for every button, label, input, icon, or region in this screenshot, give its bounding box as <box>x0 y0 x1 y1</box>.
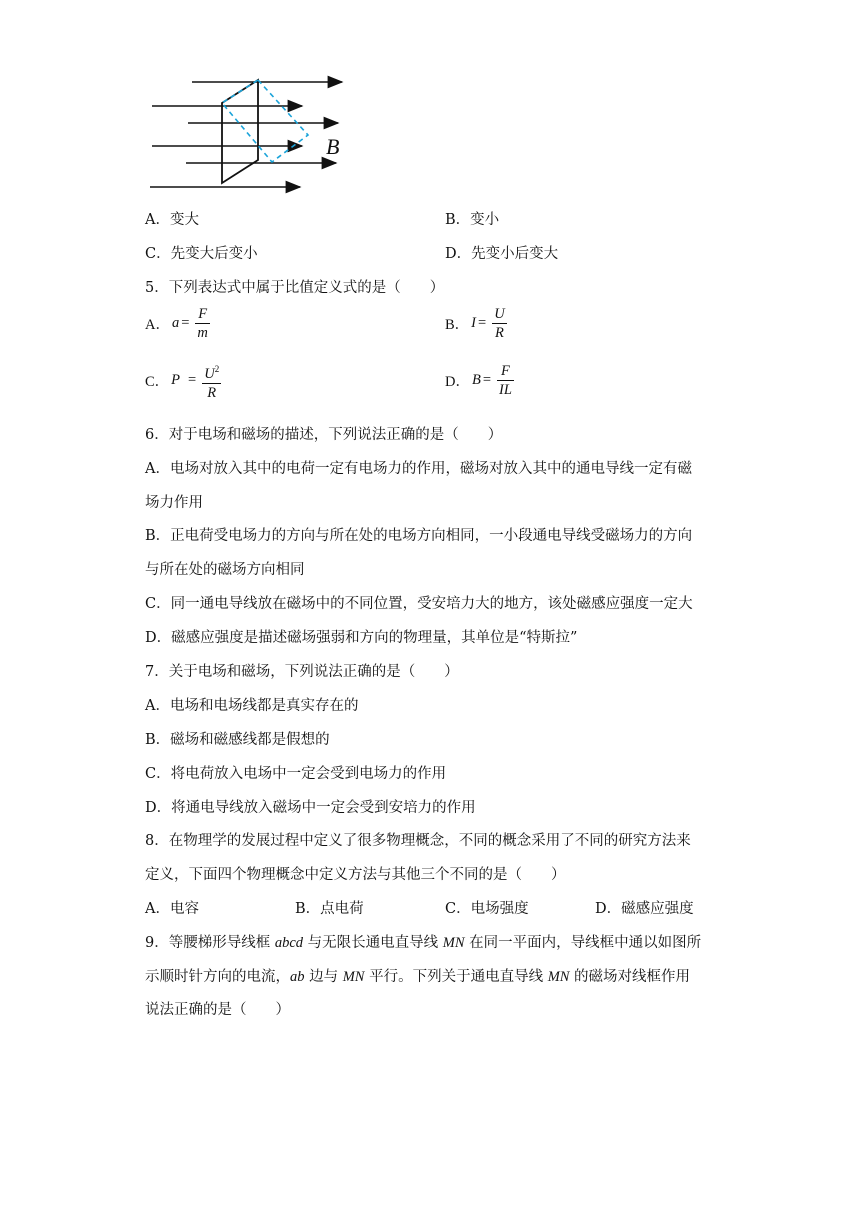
q8-option-c[interactable]: C．电场强度 <box>445 901 529 917</box>
q5-option-d[interactable] <box>445 362 514 399</box>
q5-a-fraction <box>195 305 209 342</box>
field-label-b: B <box>326 134 340 159</box>
q8-stem-line1: 8．在物理学的发展过程中定义了很多物理概念，不同的概念采用了不同的研究方法来 <box>145 833 691 849</box>
q5-option-a-label: A． <box>145 317 170 333</box>
q5-a-lhs: a <box>171 315 180 331</box>
q5-d-lhs: B <box>471 372 481 388</box>
q5-option-b[interactable] <box>445 305 507 342</box>
q9-stem-line1 <box>145 931 701 952</box>
q9-var-abcd: abcd <box>274 935 304 951</box>
q4-option-a[interactable]: A．变大 <box>145 212 199 228</box>
q5-option-d-label: D． <box>445 374 470 390</box>
q5-option-c-label: C． <box>145 374 170 391</box>
q6-option-a-line2[interactable]: 场力作用 <box>145 495 203 511</box>
q7-option-a[interactable]: A．电场和电场线都是真实存在的 <box>145 698 359 714</box>
q4-option-c[interactable]: C．先变大后变小 <box>145 246 258 262</box>
q9-stem-line2 <box>145 965 690 986</box>
q5-b-fraction <box>492 305 506 342</box>
q9-text: 与无限长通电直导线 <box>303 935 443 951</box>
equals-sign: = <box>181 315 190 331</box>
q9-text: 示顺时针方向的电流， <box>145 969 290 985</box>
q9-text: 9．等腰梯形导线框 <box>145 935 275 951</box>
q5-c-fraction <box>202 360 221 402</box>
q9-text: 边与 <box>304 969 343 985</box>
q9-var-ab: ab <box>290 969 305 985</box>
q8-stem-line2: 定义，下面四个物理概念中定义方法与其他三个不同的是（ ） <box>145 867 566 883</box>
q7-option-d[interactable]: D．将通电导线放入磁场中一定会受到安培力的作用 <box>145 800 476 816</box>
q6-option-b-line1[interactable]: B．正电荷受电场力的方向与所在处的电场方向相同，一小段通电导线受磁场力的方向 <box>145 528 693 544</box>
q5-c-numerator <box>202 360 221 384</box>
q5-c-num-exponent: 2 <box>214 364 220 374</box>
q8-option-d[interactable]: D．磁感应强度 <box>595 901 694 917</box>
q6-stem: 6．对于电场和磁场的描述，下列说法正确的是（ ） <box>145 427 503 443</box>
q5-a-denominator: m <box>197 325 208 341</box>
q9-text: 在同一平面内，导线框中通以如图所 <box>464 935 702 951</box>
q5-b-numerator: U <box>494 306 505 322</box>
q8-option-b[interactable]: B．点电荷 <box>295 901 364 917</box>
q5-c-lhs: P <box>171 372 181 389</box>
q5-d-fraction <box>497 362 514 399</box>
q5-option-a[interactable] <box>145 305 210 342</box>
q5-b-lhs: I <box>471 315 477 331</box>
q5-d-numerator: F <box>497 362 514 381</box>
q9-var-mn: MN <box>342 969 365 985</box>
q4-option-d[interactable]: D．先变小后变大 <box>445 246 559 262</box>
q9-text: 平行。下列关于通电直导线 <box>364 969 548 985</box>
magnetic-field-figure <box>140 70 360 200</box>
q9-var-mn: MN <box>547 969 570 985</box>
q7-option-c[interactable]: C．将电荷放入电场中一定会受到电场力的作用 <box>145 766 447 782</box>
q7-option-b[interactable]: B．磁场和磁感线都是假想的 <box>145 732 330 748</box>
coil-dashed <box>222 80 308 162</box>
q5-b-denominator: R <box>495 325 504 341</box>
equals-sign: = <box>188 372 197 389</box>
q6-option-c[interactable]: C．同一通电导线放在磁场中的不同位置，受安培力大的地方，该处磁感应强度一定大 <box>145 596 693 612</box>
q8-option-a[interactable]: A．电容 <box>145 901 199 917</box>
q5-option-b-label: B． <box>445 317 470 333</box>
equals-sign: = <box>478 315 487 331</box>
coil-solid <box>222 80 258 183</box>
equals-sign: = <box>482 372 492 388</box>
q9-stem-line3: 说法正确的是（ ） <box>145 1002 290 1018</box>
q6-option-b-line2[interactable]: 与所在处的磁场方向相同 <box>145 562 305 578</box>
q5-d-denominator: IL <box>499 382 512 398</box>
q9-text: 的磁场对线框作用 <box>569 969 691 985</box>
q5-c-denominator: R <box>207 384 217 401</box>
q4-option-b[interactable]: B．变小 <box>445 212 500 228</box>
q7-stem: 7．关于电场和磁场，下列说法正确的是（ ） <box>145 664 459 680</box>
q6-option-d[interactable]: D．磁感应强度是描述磁场强弱和方向的物理量，其单位是“特斯拉” <box>145 630 578 646</box>
q9-var-mn: MN <box>442 935 465 951</box>
q5-stem: 5．下列表达式中属于比值定义式的是（ ） <box>145 280 445 296</box>
q5-option-c[interactable] <box>145 360 221 402</box>
q5-a-numerator: F <box>195 305 209 324</box>
q5-c-num-base: U <box>204 365 215 382</box>
q6-option-a-line1[interactable]: A．电场对放入其中的电荷一定有电场力的作用，磁场对放入其中的通电导线一定有磁 <box>145 461 692 477</box>
